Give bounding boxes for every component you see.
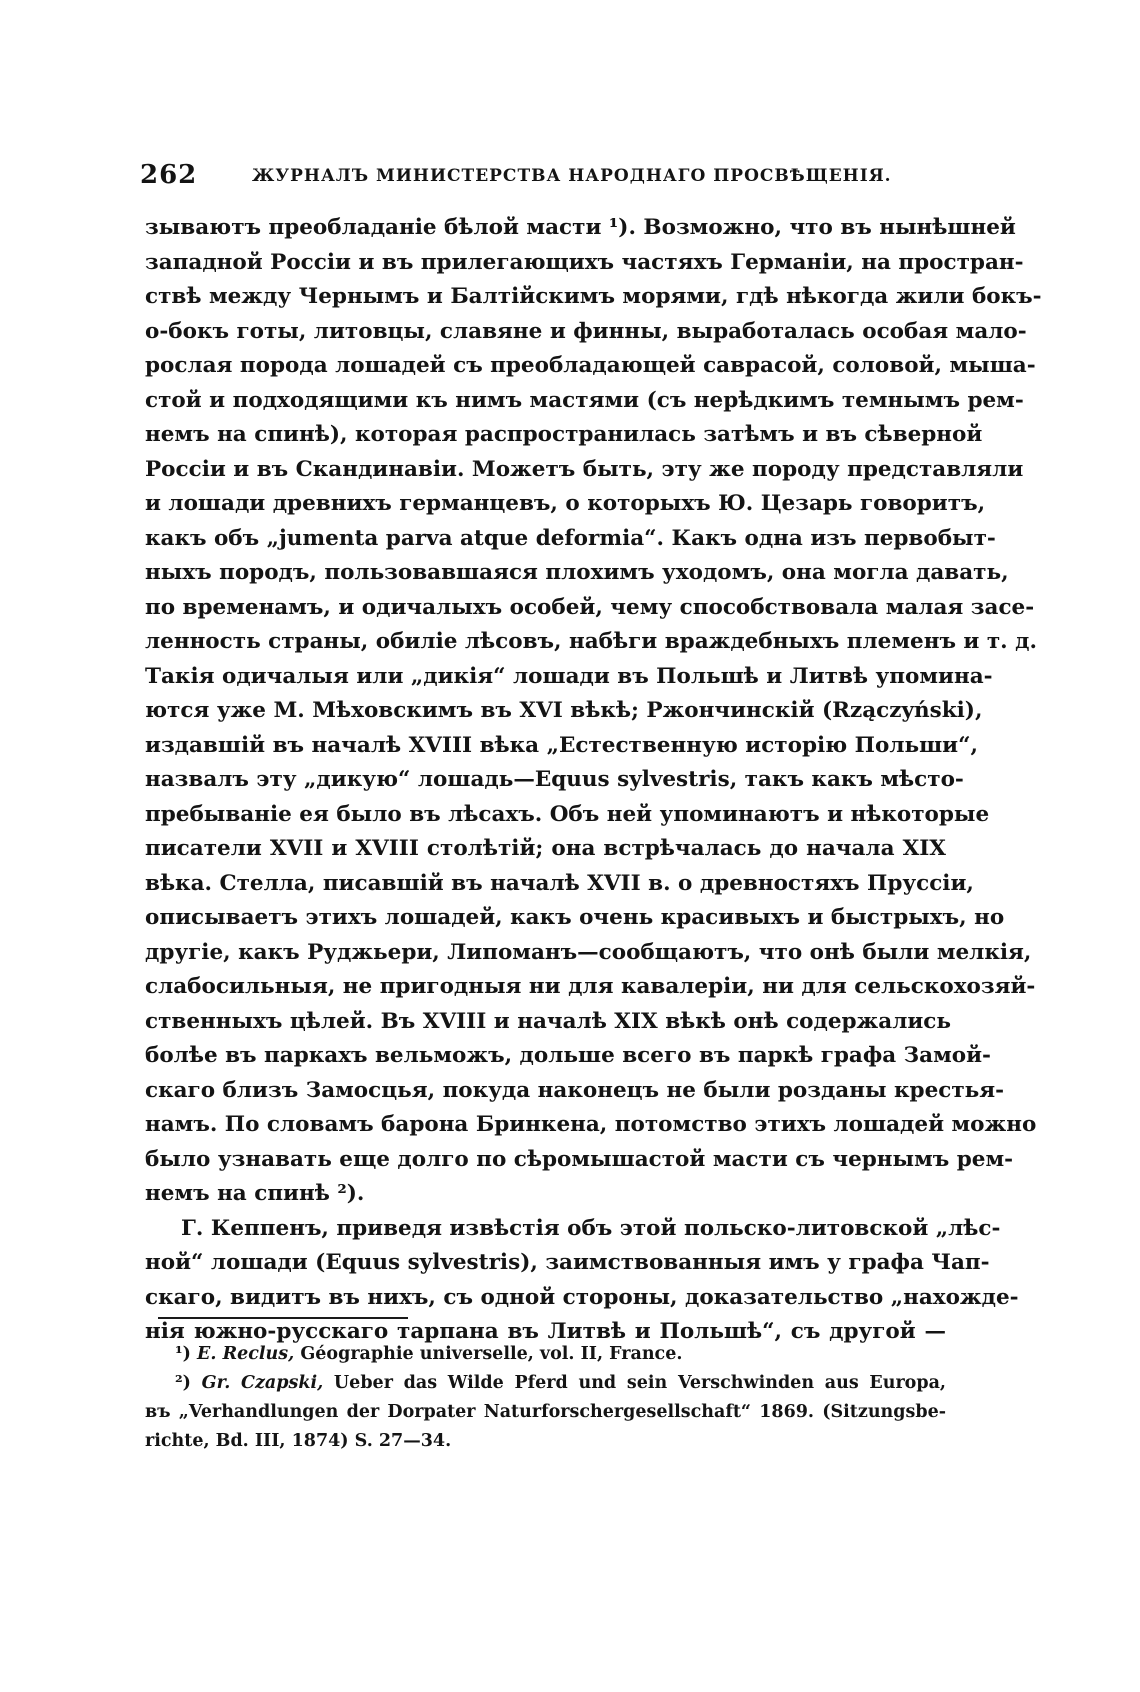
text-line: нія южно-русскаго тарпана въ Литвѣ и Польшѣ“, съ другой — [145,1319,946,1344]
text-line: скаго близъ Замосцья, покуда наконецъ не были розданы крестья- [145,1077,1005,1103]
text-line: немъ на спинѣ), которая распространилась затѣмъ и въ сѣверной [145,422,983,447]
footnotes [145,1340,946,1456]
footnote-divider [158,1317,408,1319]
footnote-text: Géographie universelle, vol. II, France. [300,1344,683,1364]
text-line: какъ объ „jumenta parva atque deformia“. Какъ одна изъ первобыт- [145,525,996,551]
text-line: зываютъ преобладаніе бѣлой масти ¹). Возможно, что въ нынѣшней [145,215,1016,240]
text-line: по временамъ, и одичалыхъ особей, чему способствовала малая засе- [145,594,1035,620]
text-line: было узнавать еще долго по сѣромышастой масти съ чернымъ рем- [145,1146,1014,1172]
text-line: ственныхъ цѣлей. Въ XVIII и началѣ XIX вѣкѣ онѣ содержались [145,1008,951,1034]
text-line: западной Россіи и въ прилегающихъ частяхъ Германіи, на простран- [145,249,1024,275]
text-line: болѣе въ паркахъ вельможъ, дольше всего въ паркѣ графа Замой- [145,1043,991,1068]
text-line: Такія одичалыя или „дикія“ лошади въ Польшѣ и Литвѣ упомина- [145,663,993,689]
text-line: описываетъ этихъ лошадей, какъ очень красивыхъ и быстрыхъ, но [145,905,1005,930]
text-line: слабосильныя, не пригодныя ни для кавалеріи, ни для сельскохозяй- [145,974,1036,999]
text-line: рослая порода лошадей съ преобладающей саврасой, соловой, мыша- [145,353,1036,378]
running-title: ЖУРНАЛЪ МИНИСТЕРСТВА НАРОДНАГО ПРОСВѢЩЕНІЯ. [252,166,892,186]
text-line: назвалъ эту „дикую“ лошадь—Equus sylvestris, такъ какъ мѣсто- [145,767,964,792]
text-line: пребываніе ея было въ лѣсахъ. Объ ней упоминаютъ и нѣкоторые [145,801,990,827]
text-line: ныхъ породъ, пользовавшаяся плохимъ уходомъ, она могла давать, [145,560,1009,585]
text-line: писатели XVII и XVIII столѣтій; она встрѣчалась до начала XIX [145,836,946,861]
page-number: 262 [140,160,198,190]
footnote-marker: ¹) [175,1344,191,1364]
text-line: ются уже М. Мѣховскимъ въ XVI вѣкѣ; Ржончинскій (Rząсzyński), [145,698,983,723]
text-line: Г. Кеппенъ, приведя извѣстія объ этой польско-литовской „лѣс- [181,1215,1001,1241]
text-line: стой и подходящими къ нимъ мастями (съ нерѣдкимъ темнымъ рем- [145,387,1024,413]
text-line: ленность страны, обиліе лѣсовъ, набѣги враждебныхъ племенъ и т. д. [145,629,1037,654]
text-line: о-бокъ готы, литовцы, славяне и финны, выработалась особая мало- [145,318,1027,344]
text-line: немъ на спинѣ ²). [145,1181,365,1206]
footnote-2-line: richte, Bd. III, 1874) S. 27—34. [145,1431,452,1451]
footnote-author: E. Reclus, [197,1344,295,1364]
footnote-author: Gr. Czapski, [201,1373,324,1393]
footnote-text: Ueber das Wilde Pferd und sein Verschwinden aus Europa, [333,1373,947,1393]
page-header [140,160,946,190]
footnote-1 [145,1340,946,1369]
text-line: другіе, какъ Руджьери, Липоманъ—сообщаютъ, что онѣ были мелкія, [145,939,1032,965]
footnote-2 [145,1369,946,1398]
text-line: Россіи и въ Скандинавіи. Можетъ быть, эту же породу представляли [145,456,1024,482]
text-line: и лошади древнихъ германцевъ, о которыхъ Ю. Цезарь говоритъ, [145,491,986,516]
text-line: ной“ лошади (Equus sylvestris), заимствованныя имъ у графа Чап- [145,1250,990,1275]
text-line: издавшій въ началѣ XVIII вѣка „Естественную исторію Польши“, [145,732,978,758]
footnote-marker: ²) [175,1373,191,1393]
text-line: ствѣ между Чернымъ и Балтійскимъ морями, гдѣ нѣкогда жили бокъ- [145,284,1042,309]
body-text [145,211,1042,1350]
text-line: вѣка. Стелла, писавшій въ началѣ XVII в. о древностяхъ Пруссіи, [145,870,974,896]
text-line: скаго, видитъ въ нихъ, съ одной стороны, доказательство „нахожде- [145,1284,1019,1310]
footnote-2-line: въ „Verhandlungen der Dorpater Naturforschergesellschaft“ 1869. (Sitzungsbe- [145,1402,946,1422]
text-line: намъ. По словамъ барона Бринкена, потомство этихъ лошадей можно [145,1112,1037,1137]
